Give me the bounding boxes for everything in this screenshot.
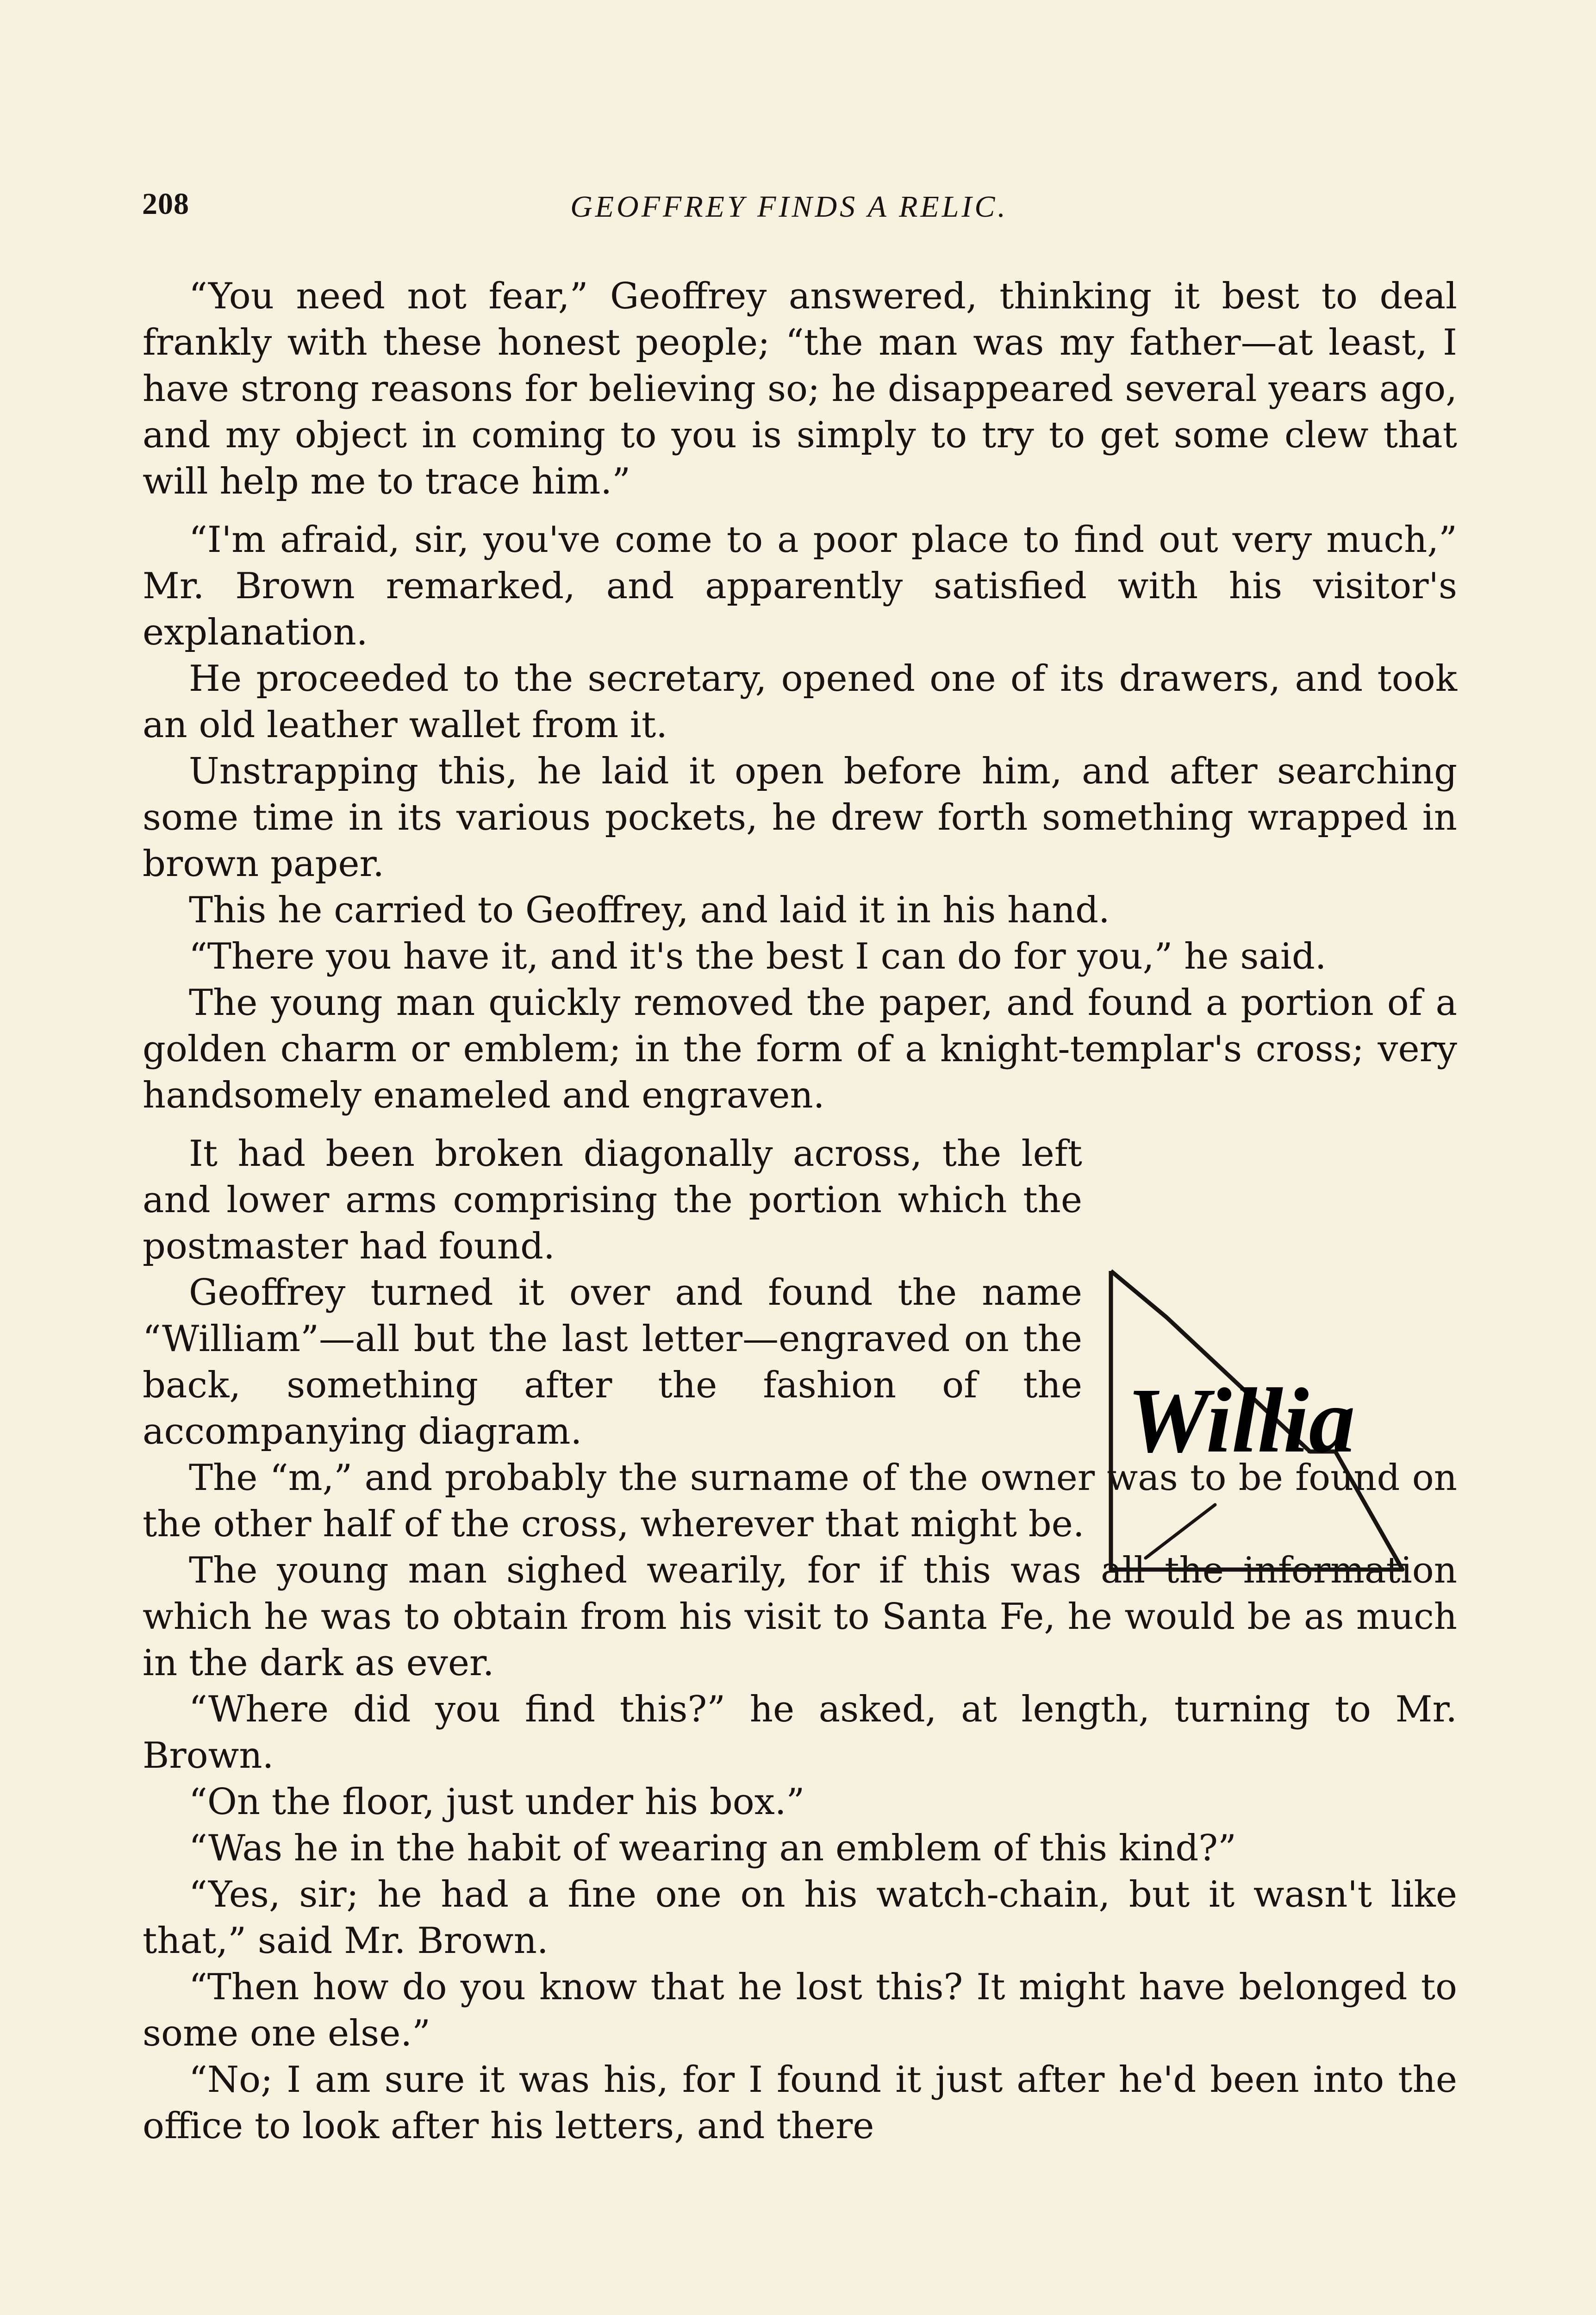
body-text [143, 273, 1457, 2149]
paragraph: “Then how do you know that he lost this? It might have belonged to some one else.” [143, 1966, 1457, 2054]
paragraph: “Yes, sir; he had a fine one on his watch-chain, but it wasn't like that,” said Mr. Brown. [143, 1874, 1457, 1962]
paragraph: The young man sighed wearily, for if this was all the information which he was to obtain from his visit to Santa Fe, he would be as much in the dark as ever. [143, 1550, 1457, 1684]
paragraph: Unstrapping this, he laid it open before him, and after searching some time in its various pockets, he drew forth something wrapped in brown paper. [143, 751, 1457, 885]
paragraph: “You need not fear,” Geoffrey answered, thinking it best to deal frankly with these honest people; “the man was my father—at least, I have strong reasons for believing so; he disappeared several years ago, and my object in coming to you is simply to try to get some clew that will help me to trace him.” [143, 275, 1457, 502]
paragraph: The “m,” and probably the surname of the owner was to be found on the other half of the cross, wherever that might be. [143, 1457, 1457, 1545]
cross-fragment-inner-edge [1146, 1505, 1215, 1558]
paragraph: “Was he in the habit of wearing an emblem of this kind?” [189, 1827, 1236, 1869]
running-title: GEOFFREY FINDS A RELIC. [570, 190, 1008, 224]
paragraph: “No; I am sure it was his, for I found it just after he'd been into the office to look after his letters, and there [143, 2059, 1457, 2147]
paragraph: This he carried to Geoffrey, and laid it in his hand. [189, 889, 1110, 931]
broken-cross-diagram-svg [1102, 1264, 1453, 1597]
paragraph: “I'm afraid, sir, you've come to a poor place to find out very much,” Mr. Brown remarked, and apparently satisfied with his visitor's explanation. [143, 519, 1457, 653]
paragraph: Geoffrey turned it over and found the name “William”—all but the last letter—engraved on the back, something after the fashion of the accompanying diagram. [143, 1272, 1082, 1452]
paragraph: “On the floor, just under his box.” [189, 1781, 805, 1823]
engraved-name: Willia [1127, 1370, 1355, 1472]
paragraph: He proceeded to the secretary, opened one of its drawers, and took an old leather wallet from it. [143, 658, 1457, 746]
paragraph: It had been broken diagonally across, the left and lower arms comprising the portion which the postmaster had found. [143, 1133, 1082, 1267]
paragraph: “Where did you find this?” he asked, at length, turning to Mr. Brown. [143, 1689, 1457, 1777]
paragraph: The young man quickly removed the paper, and found a portion of a golden charm or emblem; in the form of a knight-templar's cross; very handsomely enameled and engraven. [143, 982, 1457, 1116]
page-number: 208 [142, 187, 189, 221]
paragraph: “There you have it, and it's the best I can do for you,” he said. [189, 936, 1327, 977]
broken-cross-diagram [1102, 1264, 1453, 1597]
